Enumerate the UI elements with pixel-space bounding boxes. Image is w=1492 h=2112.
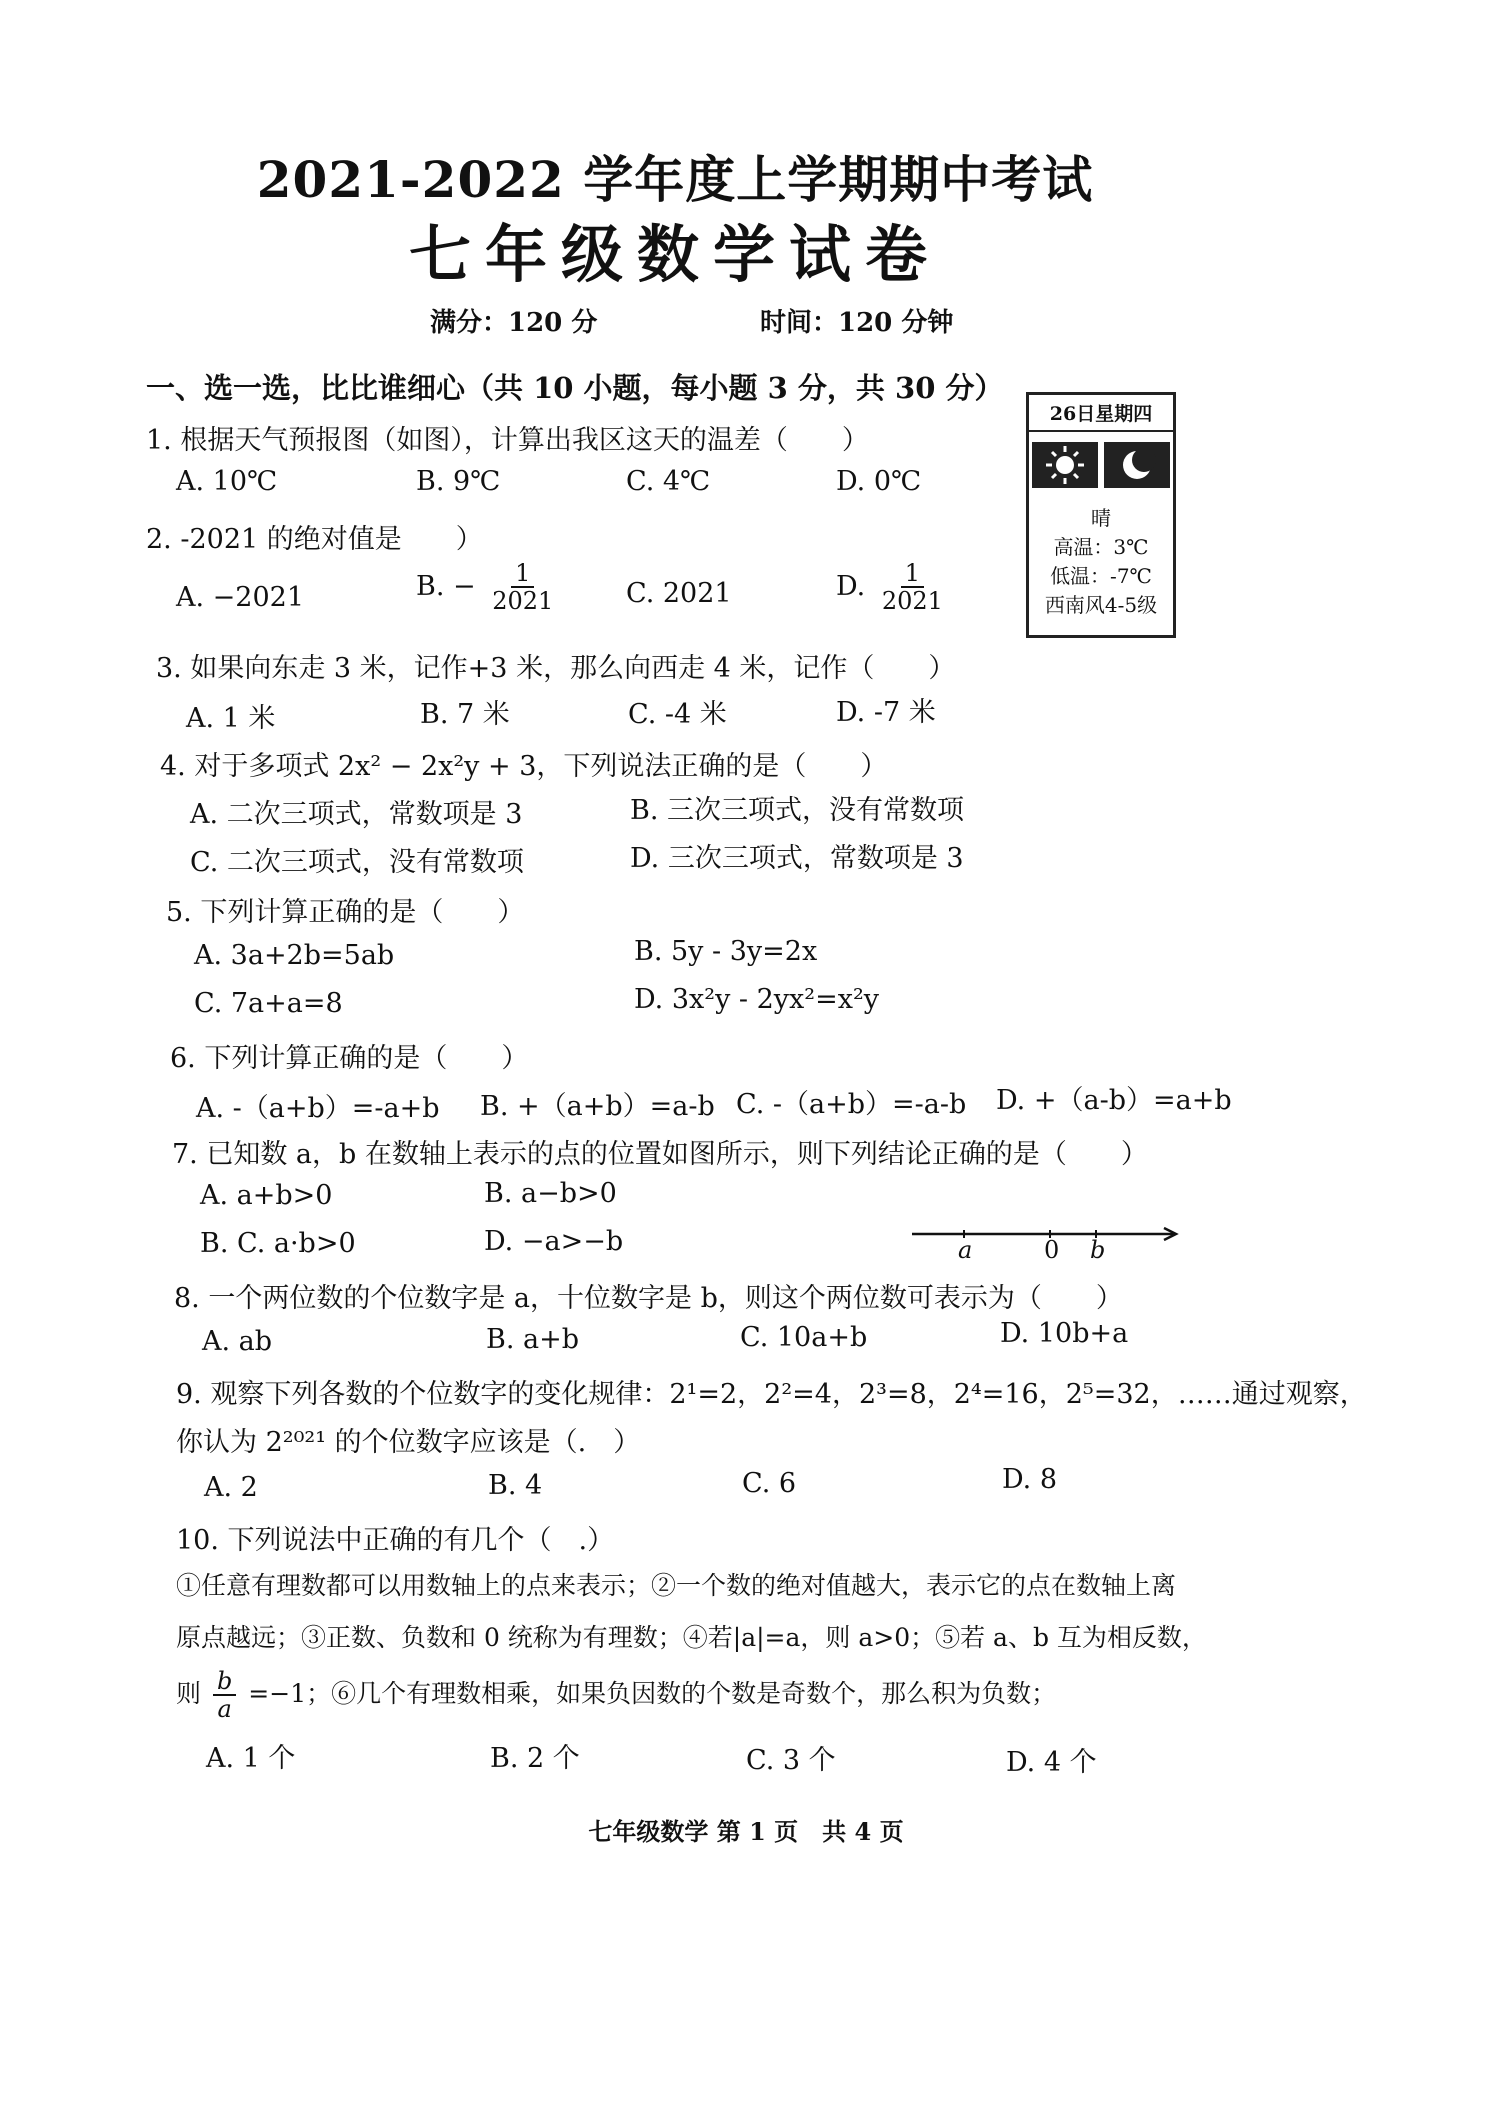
- q10-option-c: C. 3 个: [746, 1745, 836, 1776]
- q6-option-a: A. -（a+b）=-a+b: [196, 1093, 440, 1124]
- question-8: 8. 一个两位数的个位数字是 a，十位数字是 b，则这个两位数可表示为（ ）: [174, 1283, 1123, 1314]
- q4-option-a: A. 二次三项式，常数项是 3: [190, 799, 523, 830]
- q8-option-c: C. 10a+b: [740, 1322, 868, 1353]
- number-line-label-b: b: [1090, 1236, 1106, 1264]
- q3-option-c: C. -4 米: [628, 699, 727, 730]
- q8-option-b: B. a+b: [486, 1324, 580, 1355]
- q3-option-d: D. -7 米: [836, 697, 936, 728]
- question-1: 1. 根据天气预报图（如图），计算出我区这天的温差（ ）: [146, 425, 869, 456]
- fraction-numerator: 1: [511, 560, 534, 588]
- q4-option-b: B. 三次三项式，没有常数项: [630, 795, 965, 826]
- number-line: [912, 1226, 1182, 1266]
- q9-option-c: C. 6: [742, 1468, 797, 1499]
- full-score: 满分：120 分: [430, 308, 598, 338]
- q2-option-d-prefix: D.: [836, 570, 866, 602]
- q7-option-c: B. C. a·b>0: [200, 1228, 356, 1259]
- q2-option-b-fraction: [488, 560, 557, 615]
- q1-option-d: D. 0℃: [836, 466, 922, 497]
- question-9-cont: 你认为 2²⁰²¹ 的个位数字应该是（. ）: [176, 1427, 641, 1458]
- fraction-denominator: 2021: [881, 587, 943, 616]
- exam-title: 2021-2022 学年度上学期期中考试: [256, 150, 1094, 209]
- question-7: 7. 已知数 a，b 在数轴上表示的点的位置如图所示，则下列结论正确的是（ ）: [172, 1139, 1148, 1170]
- question-9: 9. 观察下列各数的个位数字的变化规律：2¹=2，2²=4，2³=8，2⁴=16，2⁵=32，……通过观察，: [176, 1379, 1367, 1410]
- q6-option-b: B. +（a+b）=a-b: [480, 1091, 715, 1122]
- q4-option-d: D. 三次三项式，常数项是 3: [630, 843, 964, 874]
- question-5: 5. 下列计算正确的是（ ）: [166, 897, 525, 928]
- q9-option-a: A. 2: [204, 1472, 258, 1503]
- question-6: 6. 下列计算正确的是（ ）: [170, 1043, 529, 1074]
- weather-date: 26日星期四: [1029, 395, 1173, 432]
- q6-option-c: C. -（a+b）=-a-b: [736, 1089, 967, 1120]
- weather-wind: 西南风4-5级: [1044, 593, 1158, 617]
- q10-fraction-b-over-a: [213, 1668, 236, 1723]
- weather-low: 低温：-7℃: [1050, 564, 1152, 588]
- question-10-line2: 原点越远；③正数、负数和 0 统称为有理数；④若|a|=a，则 a>0；⑤若 a、b 互为相反数，: [176, 1623, 1207, 1652]
- q10-option-d: D. 4 个: [1006, 1747, 1097, 1778]
- fraction-numerator: 1: [901, 560, 924, 588]
- q2-option-c: C. 2021: [626, 578, 732, 609]
- q1-option-c: C. 4℃: [626, 466, 711, 497]
- number-line-label-zero: 0: [1044, 1236, 1060, 1264]
- question-2: 2. -2021 的绝对值是 ）: [146, 524, 483, 555]
- exam-time: 时间：120 分钟: [760, 308, 954, 338]
- q6-option-d: D. +（a-b）=a+b: [996, 1085, 1232, 1116]
- q5-option-a: A. 3a+2b=5ab: [194, 940, 395, 971]
- question-3: 3. 如果向东走 3 米，记作+3 米，那么向西走 4 米，记作（ ）: [156, 653, 956, 684]
- q2-option-b: [416, 560, 561, 615]
- q10-line3-rest: =−1；⑥几个有理数相乘，如果负因数的个数是奇数个，那么积为负数；: [248, 1678, 1057, 1708]
- q1-option-a: A. 10℃: [176, 466, 278, 497]
- q10-option-b: B. 2 个: [490, 1743, 580, 1774]
- q5-option-b: B. 5y - 3y=2x: [634, 936, 818, 967]
- question-10-line3: [176, 1668, 1056, 1723]
- q7-option-a: A. a+b>0: [200, 1180, 333, 1211]
- q7-option-b: B. a−b>0: [484, 1178, 617, 1209]
- section-heading: 一、选一选，比比谁细心（共 10 小题，每小题 3 分，共 30 分）: [146, 371, 1004, 405]
- q3-option-b: B. 7 米: [420, 699, 510, 730]
- fraction-denominator: 2021: [492, 587, 554, 616]
- exam-subtitle: 七年级数学试卷: [408, 218, 941, 291]
- q10-line3-prefix: 则: [176, 1678, 202, 1708]
- q9-option-d: D. 8: [1002, 1464, 1058, 1495]
- q7-option-d: D. −a>−b: [484, 1226, 624, 1257]
- q9-option-b: B. 4: [488, 1470, 543, 1501]
- q8-option-a: A. ab: [202, 1326, 273, 1357]
- moon-icon: [1104, 442, 1170, 488]
- q10-option-a: A. 1 个: [206, 1743, 296, 1774]
- question-10: 10. 下列说法中正确的有几个（ .）: [176, 1525, 615, 1556]
- q2-option-a: A. −2021: [176, 582, 304, 613]
- q2-option-d-fraction: [878, 560, 947, 615]
- q4-option-c: C. 二次三项式，没有常数项: [190, 847, 524, 878]
- weather-condition: 晴: [1091, 506, 1111, 530]
- q2-option-d: [836, 560, 951, 615]
- fraction-numerator: b: [213, 1668, 236, 1696]
- fraction-denominator: a: [217, 1695, 232, 1724]
- q3-option-a: A. 1 米: [186, 703, 276, 734]
- number-line-label-a: a: [958, 1236, 973, 1264]
- weather-high: 高温：3℃: [1053, 535, 1149, 559]
- page-footer: 七年级数学 第 1 页 共 4 页: [588, 1817, 904, 1846]
- sun-icon: [1032, 442, 1098, 488]
- q5-option-c: C. 7a+a=8: [194, 988, 343, 1019]
- question-10-line1: ①任意有理数都可以用数轴上的点来表示；②一个数的绝对值越大，表示它的点在数轴上离: [176, 1571, 1177, 1600]
- weather-forecast-card: [1026, 392, 1176, 638]
- q1-option-b: B. 9℃: [416, 466, 501, 497]
- question-4: 4. 对于多项式 2x² − 2x²y + 3，下列说法正确的是（ ）: [160, 751, 888, 782]
- q2-option-b-prefix: B. −: [416, 570, 476, 602]
- q8-option-d: D. 10b+a: [1000, 1318, 1129, 1349]
- q5-option-d: D. 3x²y - 2yx²=x²y: [634, 984, 880, 1015]
